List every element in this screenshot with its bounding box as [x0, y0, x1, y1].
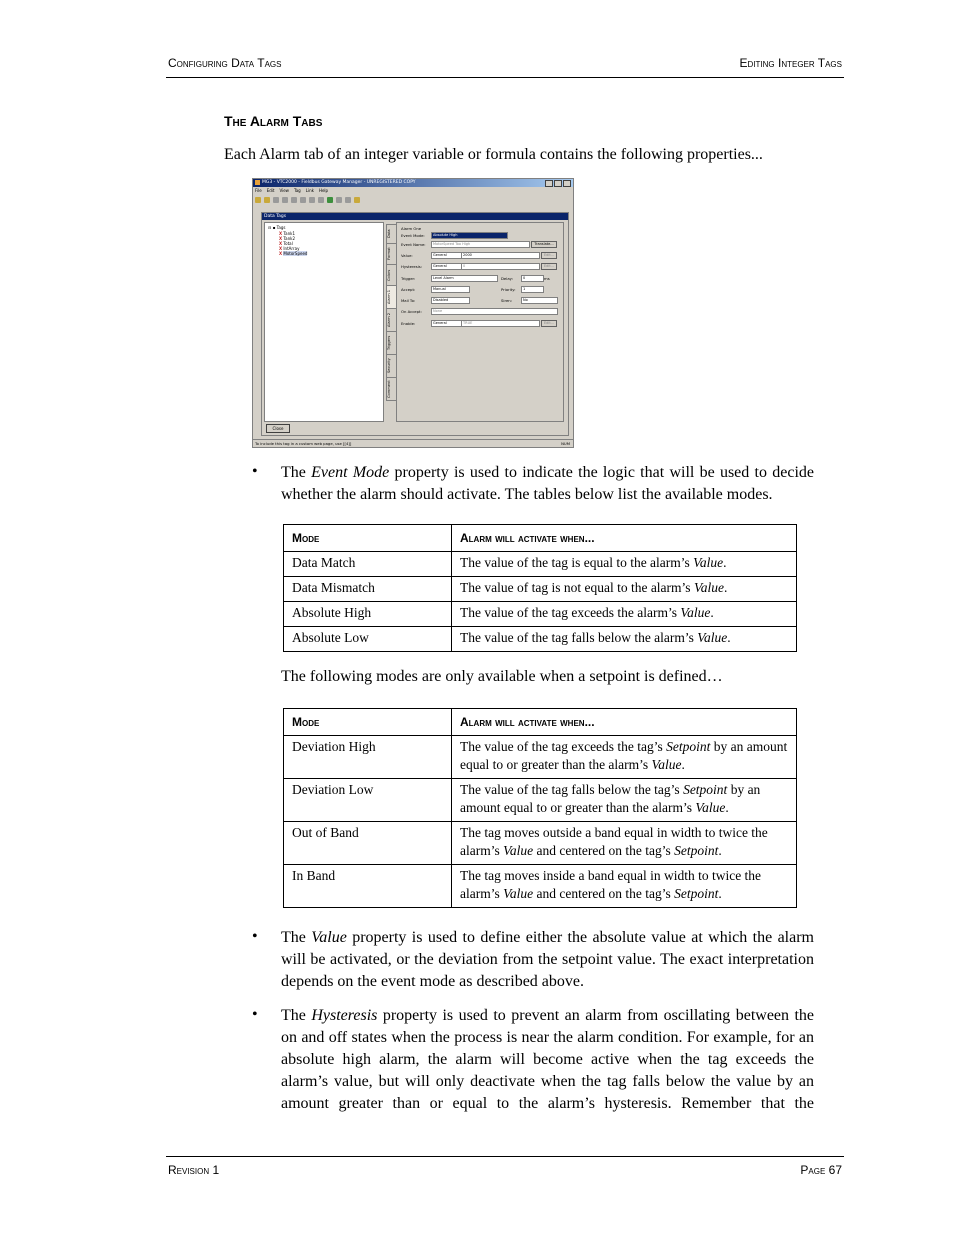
on-accept-label: On Accept:: [401, 309, 422, 314]
tab-triggers: Triggers: [386, 331, 397, 355]
embedded-screenshot: [252, 178, 574, 448]
footer-left: Revision 1: [168, 1163, 220, 1177]
value-label: Value:: [401, 253, 413, 258]
mode-cell: Absolute Low: [284, 627, 452, 652]
table-row: [284, 822, 797, 865]
table-header-condition: Alarm will activate when...: [452, 709, 797, 736]
mode-cell: Data Mismatch: [284, 577, 452, 602]
event-name-field: MotorSpeed Too High: [431, 241, 530, 248]
footer-rule: [166, 1156, 844, 1157]
on-accept-field: None: [431, 308, 558, 315]
window-title: MG3 - VTC2000 - Fieldbus Gateway Manager - UNREGISTERED COPY: [253, 179, 573, 187]
mail-to-select: Disabled: [431, 297, 470, 304]
siren-select: No: [521, 297, 558, 304]
enable-label: Enable:: [401, 321, 416, 326]
table-header-mode: Mode: [284, 525, 452, 552]
tag-tree: [264, 222, 384, 422]
event-name-label: Event Name:: [401, 242, 426, 247]
condition-cell: The value of the tag exceeds the alarm’s Value.: [452, 602, 797, 627]
vertical-tabs: [386, 222, 396, 420]
delay-unit: ms: [544, 276, 550, 281]
bullet-marker: •: [252, 928, 258, 945]
window-controls: [545, 180, 571, 187]
table-row: [284, 627, 797, 652]
bullet-marker: •: [252, 1006, 258, 1023]
status-text: To include this tag in a custom web page, use [[4]]: [255, 441, 352, 446]
tab-data: Data: [386, 224, 397, 244]
delay-field: 0: [521, 275, 544, 282]
close-button: Close: [266, 424, 290, 433]
tree-item: X IntArray: [279, 246, 300, 251]
bullet-marker: •: [252, 463, 258, 480]
table-row: [284, 736, 797, 779]
hysteresis-mode-select: General: [431, 263, 462, 270]
mode-cell: In Band: [284, 865, 452, 908]
status-num: NUM: [561, 441, 570, 446]
mode-cell: Deviation Low: [284, 779, 452, 822]
mail-to-label: Mail To:: [401, 298, 416, 303]
enable-edit-button: Edit...: [541, 320, 557, 327]
value-edit-button: Edit...: [541, 252, 557, 259]
status-bar: [253, 439, 573, 447]
menu-link: Link: [305, 188, 314, 193]
trigger-select: Level Alarm: [431, 275, 498, 282]
mode-cell: Data Match: [284, 552, 452, 577]
tab-security: Security: [386, 354, 397, 378]
mode-cell: Absolute High: [284, 602, 452, 627]
delay-label: Delay:: [501, 276, 513, 281]
menu-tag: Tag: [293, 188, 301, 193]
alarm-panel: [396, 222, 564, 422]
header-rule: [166, 77, 844, 78]
app-icon: [255, 180, 260, 185]
trigger-label: Trigger:: [401, 276, 416, 281]
menu-edit: Edit: [266, 188, 275, 193]
tab-alarm-1: Alarm 1: [386, 285, 397, 309]
condition-cell: The value of the tag is equal to the alarm’s Value.: [452, 552, 797, 577]
table-row: [284, 602, 797, 627]
mode-cell: Out of Band: [284, 822, 452, 865]
enable-field: TRUE: [461, 320, 540, 327]
footer-page-number: Page 67: [800, 1163, 842, 1177]
table-header-mode: Mode: [284, 709, 452, 736]
section-title: The Alarm Tabs: [224, 113, 323, 129]
enable-mode-select: General: [431, 320, 462, 327]
menu-file: File: [255, 188, 262, 193]
table-row: [284, 577, 797, 602]
condition-cell: The tag moves outside a band equal in width to twice the alarm’s Value and centered on the tag’s Setpoint.: [452, 822, 797, 865]
tree-folder: ⊟ ▪ Tags: [268, 225, 286, 230]
event-mode-paragraph: The Event Mode property is used to indicate the logic that will be used to decide whether the alarm should activate. The tables below list the available modes.: [281, 464, 815, 503]
intro-text: Each Alarm tab of an integer variable or formula contains the following properties...: [224, 146, 763, 163]
dialog-title: Data Tags: [262, 213, 568, 220]
value-paragraph: The Value property is used to define either the absolute value at which the alarm will be activated, or the deviation from the setpoint value. The exact interpretation depends on the event mode as described above.: [281, 929, 814, 990]
table-row: [284, 779, 797, 822]
hysteresis-field: 0: [461, 263, 540, 270]
event-mode-select: Absolute High: [431, 232, 508, 239]
menu-view: View: [279, 188, 289, 193]
table-header-condition: Alarm will activate when...: [452, 525, 797, 552]
alarm-section-label: Alarm One: [401, 226, 422, 231]
hysteresis-label: Hysteresis:: [401, 264, 423, 269]
condition-cell: The value of the tag exceeds the tag’s Setpoint by an amount equal to or greater than the alarm’s Value.: [452, 736, 797, 779]
tab-alarm-2: Alarm 2: [386, 308, 397, 332]
data-tags-dialog: [261, 212, 569, 436]
accept-select: Manual: [431, 286, 470, 293]
accept-label: Accept:: [401, 287, 416, 292]
hysteresis-edit-button: Edit...: [541, 263, 557, 270]
setpoint-modes-table: [283, 708, 797, 908]
table-row: [284, 552, 797, 577]
table-row: [284, 865, 797, 908]
tree-item: X Tank2: [279, 236, 296, 241]
tab-comment: Comment: [386, 377, 397, 401]
toolbar: [255, 195, 571, 204]
condition-cell: The value of the tag falls below the alarm’s Value.: [452, 627, 797, 652]
hysteresis-paragraph: The Hysteresis property is used to prevent an alarm from oscillating between the on and off states when the process is near the alarm condition. For example, for an absolute high alarm, the alarm will become active when the tag exceeds the alarm’s value, but will only deactivate when the tag falls below the value by an amount greater than or equal to the alarm’s hysteresis. Remember that the: [281, 1007, 815, 1112]
condition-cell: The value of the tag falls below the tag’s Setpoint by an amount equal to or greater than the alarm’s Value.: [452, 779, 797, 822]
event-mode-label: Event Mode:: [401, 233, 425, 238]
tree-item-selected: X MotorSpeed: [279, 251, 308, 256]
siren-label: Siren:: [501, 298, 512, 303]
menu-bar: [255, 188, 328, 194]
priority-label: Priority:: [501, 287, 516, 292]
tab-colors: Colors: [386, 264, 397, 286]
condition-cell: The tag moves inside a band equal in width to twice the alarm’s Value and centered on the tag’s Setpoint.: [452, 865, 797, 908]
tab-format: Format: [386, 243, 397, 265]
condition-cell: The value of tag is not equal to the alarm’s Value.: [452, 577, 797, 602]
menu-help: Help: [318, 188, 329, 193]
value-mode-select: General: [431, 252, 462, 259]
header-right: Editing Integer Tags: [739, 56, 842, 70]
tree-item: X Total: [279, 241, 293, 246]
modes-table: [283, 524, 797, 652]
header-left: Configuring Data Tags: [168, 56, 282, 70]
setpoint-note: The following modes are only available when a setpoint is defined…: [281, 668, 723, 685]
priority-field: 1: [521, 286, 544, 293]
tree-item: X Tank1: [279, 231, 296, 236]
value-field: 2000: [461, 252, 540, 259]
translate-button: Translate...: [531, 241, 557, 248]
mode-cell: Deviation High: [284, 736, 452, 779]
